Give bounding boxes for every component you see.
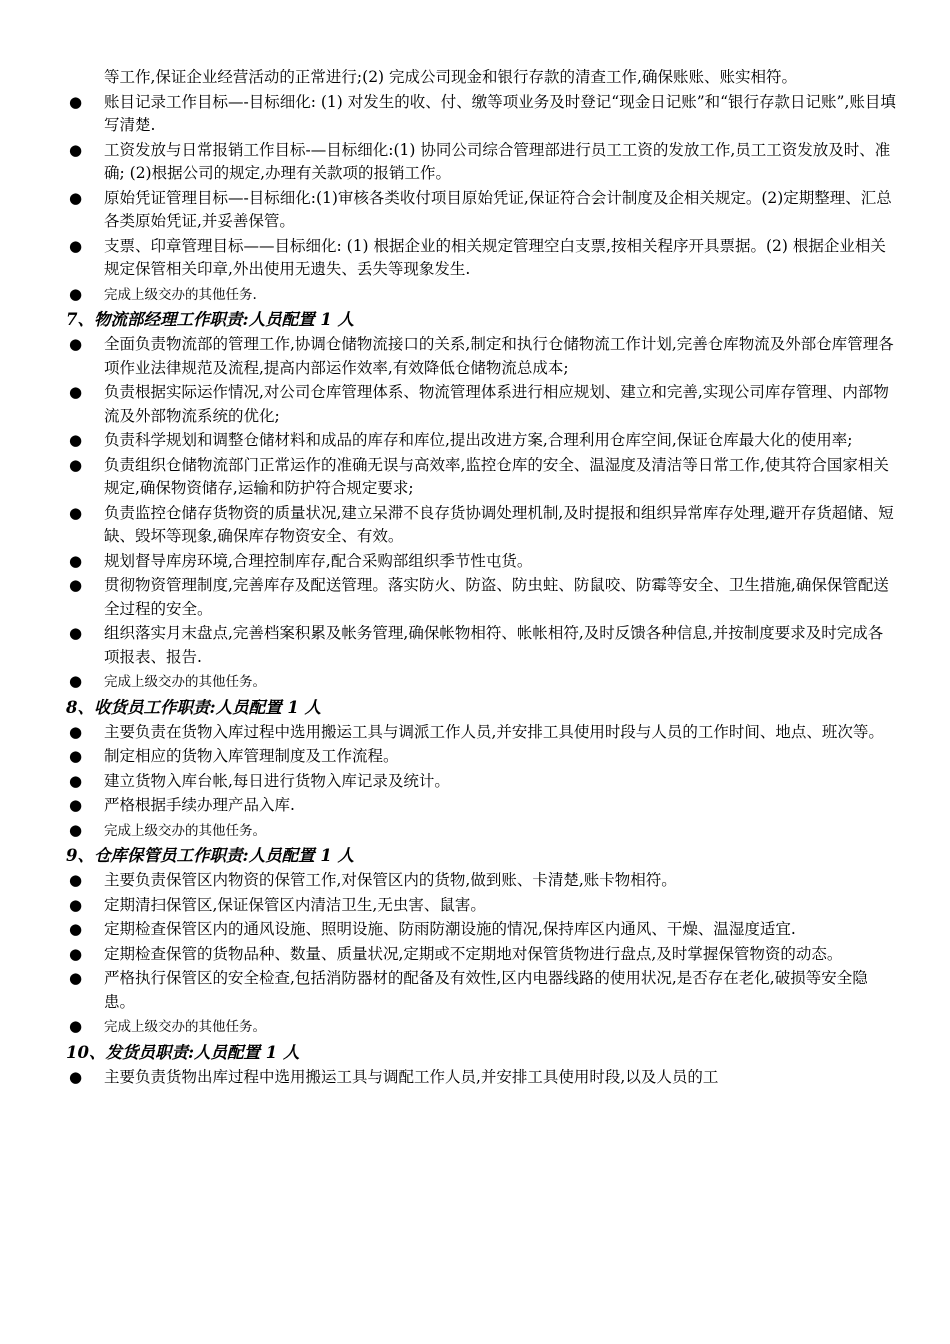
list-item-text: 账目记录工作目标—-目标细化: (1) 对发生的收、付、缴等项业务及时登记“现金日记账”和“银行存款日记账”,账目填写清楚.	[104, 92, 896, 134]
bullet-icon: ●	[69, 431, 83, 449]
list-item	[66, 670, 896, 695]
bullet-icon: ●	[69, 771, 83, 790]
bullet-icon: ●	[69, 871, 83, 889]
section-heading: 7、物流部经理工作职责:人员配置 1 人	[66, 310, 355, 329]
list-item-text: 工资发放与日常报销工作目标-—目标细化:(1) 协同公司综合管理部进行员工工资的发放工作,员工工资发放及时、准确; (2)根据公司的规定,办理有关款项的报销工作。	[104, 140, 891, 182]
bullet-icon: ●	[69, 335, 83, 353]
list-item-text: 定期检查保管的货物品种、数量、质量状况,定期或不定期地对保管货物进行盘点,及时掌握保管物资的动态。	[104, 944, 843, 963]
bullet-icon: ●	[69, 672, 83, 690]
list-item	[66, 139, 896, 186]
list-item	[66, 187, 896, 234]
document-page	[66, 66, 896, 1090]
list-item-text: 原始凭证管理目标—-目标细化:(1)审核各类收付项目原始凭证,保证符合会计制度及企相关规定。(2)定期整理、汇总各类原始凭证,并妥善保管。	[104, 188, 892, 230]
bullet-icon: ●	[69, 895, 83, 914]
bullet-icon: ●	[69, 747, 83, 765]
list-item-text: 严格执行保管区的安全检查,包括消防器材的配备及有效性,区内电器线路的使用状况,是否存在老化,破损等安全隐患。	[104, 969, 868, 1011]
list-item	[66, 794, 896, 818]
bullet-icon: ●	[69, 92, 83, 111]
list-item	[66, 91, 896, 138]
bullet-icon: ●	[69, 284, 83, 303]
list-item-text: 负责监控仓储存货物资的质量状况,建立呆滞不良存货协调处理机制,及时提报和组织异常库存处理,避开存货超储、短缺、毁坏等现象,确保库存物资安全、有效。	[104, 503, 894, 545]
list-item-text: 主要负责在货物入库过程中选用搬运工具与调派工作人员,并安排工具使用时段与人员的工作时间、地点、班次等。	[104, 722, 884, 741]
list-item-text: 贯彻物资管理制度,完善库存及配送管理。落实防火、防盗、防虫蛀、防鼠咬、防霉等安全、卫生措施,确保保管配送全过程的安全。	[104, 576, 889, 618]
list-item-text: 完成上级交办的其他任务。	[104, 822, 266, 839]
list-item	[66, 574, 896, 621]
list-item-text: 负责科学规划和调整仓储材料和成品的库存和库位,提出改进方案,合理利用仓库空间,保证仓库最大化的使用率;	[104, 431, 853, 449]
bullet-icon: ●	[69, 236, 83, 255]
list-item	[66, 333, 896, 380]
bullet-icon: ●	[69, 820, 83, 839]
list-item	[66, 429, 896, 453]
bullet-icon: ●	[69, 383, 83, 401]
list-item-text: 组织落实月末盘点,完善档案积累及帐务管理,确保帐物相符、帐帐相符,及时反馈各种信息,并按制度要求及时完成各项报表、报告.	[104, 624, 884, 666]
bullet-icon: ●	[69, 188, 83, 207]
list-item-text: 定期清扫保管区,保证保管区内清洁卫生,无虫害、鼠害。	[104, 895, 486, 914]
list-item-text: 支票、印章管理目标——目标细化: (1) 根据企业的相关规定管理空白支票,按相关程序开具票据。(2) 根据企业相关规定保管相关印章,外出使用无遗失、丢失等现象发生.	[104, 236, 886, 278]
list-item-text: 完成上级交办的其他任务.	[104, 286, 257, 303]
list-item	[66, 918, 896, 942]
list-item	[66, 235, 896, 282]
list-item	[66, 550, 896, 574]
bullet-icon: ●	[69, 920, 83, 938]
section-heading: 10、发货员职责:人员配置 1 人	[66, 1042, 300, 1062]
bullet-icon: ●	[69, 969, 83, 987]
list-item-text: 制定相应的货物入库管理制度及工作流程。	[104, 747, 399, 765]
list-item	[66, 502, 896, 549]
list-item-text: 定期检查保管区内的通风设施、照明设施、防雨防潮设施的情况,保持库区内通风、干燥、温湿度适宜.	[104, 920, 796, 938]
list-item-text: 完成上级交办的其他任务。	[104, 1019, 266, 1035]
section-heading: 8、收货员工作职责:人员配置 1 人	[66, 697, 322, 717]
list-item-text: 负责根据实际运作情况,对公司仓库管理体系、物流管理体系进行相应规划、建立和完善,实现公司库存管理、内部物流及外部物流系统的优化;	[104, 383, 889, 425]
bullet-icon: ●	[69, 722, 83, 741]
list-item	[66, 454, 896, 501]
bullet-icon: ●	[69, 140, 83, 159]
section-heading: 9、仓库保管员工作职责:人员配置 1 人	[66, 846, 355, 865]
bullet-icon: ●	[69, 1067, 83, 1086]
list-item-text: 全面负责物流部的管理工作,协调仓储物流接口的关系,制定和执行仓储物流工作计划,完善仓库物流及外部仓库管理各项作业法律规范及流程,提高内部运作效率,有效降低仓储物流总成本;	[104, 335, 894, 377]
list-item-text: 严格根据手续办理产品入库.	[104, 796, 295, 814]
list-item	[66, 967, 896, 1014]
content-blocks	[66, 91, 896, 1090]
list-item	[66, 1015, 896, 1040]
list-item-text: 负责组织仓储物流部门正常运作的准确无误与高效率,监控仓库的安全、温湿度及清洁等日常工作,使其符合国家相关规定,确保物资储存,运输和防护符合规定要求;	[104, 455, 889, 497]
bullet-icon: ●	[69, 576, 83, 594]
list-item	[66, 869, 896, 893]
bullet-icon: ●	[69, 551, 83, 570]
bullet-icon: ●	[69, 944, 83, 963]
list-item	[66, 283, 896, 308]
list-item	[66, 943, 896, 967]
list-item-text: 规划督导库房环境,合理控制库存,配合采购部组织季节性屯货。	[104, 551, 533, 570]
list-item	[66, 819, 896, 844]
continuation-paragraph: 等工作,保证企业经营活动的正常进行;(2) 完成公司现金和银行存款的清查工作,确保账账、账实相符。	[104, 68, 797, 86]
list-item-text: 主要负责保管区内物资的保管工作,对保管区内的货物,做到账、卡清楚,账卡物相符。	[104, 871, 677, 889]
list-item	[66, 381, 896, 428]
list-item	[66, 721, 896, 745]
list-item	[66, 1066, 896, 1090]
list-item	[66, 770, 896, 794]
list-item-text: 建立货物入库台帐,每日进行货物入库记录及统计。	[104, 771, 450, 790]
list-item-text: 主要负责货物出库过程中选用搬运工具与调配工作人员,并安排工具使用时段,以及人员的工	[104, 1067, 719, 1086]
bullet-icon: ●	[69, 455, 83, 474]
bullet-icon: ●	[69, 1017, 83, 1035]
list-item-text: 完成上级交办的其他任务。	[104, 674, 266, 690]
list-item	[66, 622, 896, 669]
list-item	[66, 894, 896, 918]
bullet-icon: ●	[69, 503, 83, 522]
bullet-icon: ●	[69, 796, 83, 814]
bullet-icon: ●	[69, 624, 83, 642]
list-item	[66, 745, 896, 769]
